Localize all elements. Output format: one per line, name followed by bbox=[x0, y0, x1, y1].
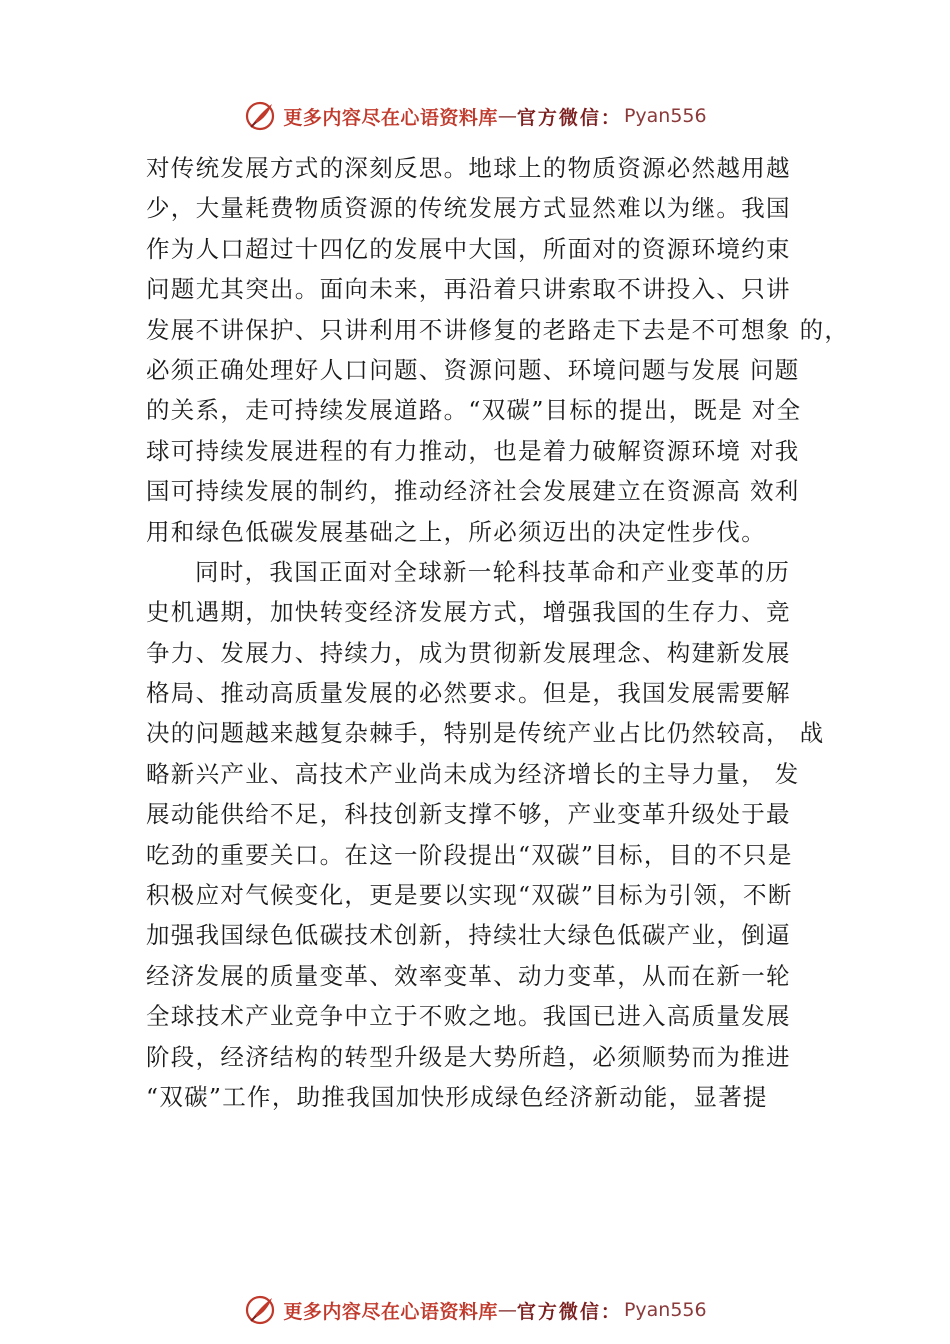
document-body bbox=[146, 148, 866, 1117]
watermark-brand: 更多内容尽在心语资料库 bbox=[283, 1300, 498, 1323]
footer-watermark bbox=[0, 1290, 950, 1330]
quill-logo-icon bbox=[243, 1292, 279, 1328]
text-line-23: 阶段，经济结构的转型升级是大势所趋，必须顺势而为推进 bbox=[146, 1042, 791, 1071]
text-line-17: 展动能供给不足，科技创新支撑不够，产业变革升级处于最 bbox=[146, 800, 791, 829]
watermark-official-label: 官方微信： bbox=[516, 1300, 622, 1323]
text-line-7: 的关系，走可持续发展道路。“双碳”目标的提出，既是 对全 bbox=[146, 396, 802, 425]
text-line-6: 必须正确处理好人口问题、资源问题、环境问题与发展 问题 bbox=[146, 355, 800, 384]
text-line-1: 对传统发展方式的深刻反思。地球上的物质资源必然越用越 bbox=[146, 154, 791, 182]
text-line-12: 史机遇期，加快转变经济发展方式，增强我国的生存力、竞 bbox=[146, 598, 791, 627]
watermark-brand: 更多内容尽在心语资料库 bbox=[283, 106, 498, 129]
text-line-18: 吃劲的重要关口。在这一阶段提出“双碳”目标，目的不只是 bbox=[146, 840, 793, 869]
text-line-14: 格局、推动高质量发展的必然要求。但是，我国发展需要解 bbox=[146, 679, 791, 708]
text-line-21: 经济发展的质量变革、效率变革、动力变革，从而在新一轮 bbox=[146, 961, 791, 990]
text-line-24: “双碳”工作，助推我国加快形成绿色经济新动能，显著提 bbox=[146, 1082, 768, 1111]
quill-logo-icon bbox=[243, 98, 279, 134]
text-line-2: 少，大量耗费物质资源的传统发展方式显然难以为继。我国 bbox=[146, 194, 791, 223]
watermark-wechat-id: Pyan556 bbox=[623, 1299, 707, 1321]
watermark-wechat-id: Pyan556 bbox=[623, 105, 707, 127]
text-line-9: 国可持续发展的制约，推动经济社会发展建立在资源高 效利 bbox=[146, 477, 800, 506]
text-line-5: 发展不讲保护、只讲利用不讲修复的老路走下去是不可想象 的， bbox=[146, 315, 850, 344]
text-line-15: 决的问题越来越复杂棘手，特别是传统产业占比仍然较高， 战 bbox=[146, 719, 825, 748]
text-line-22: 全球技术产业竞争中立于不败之地。我国已进入高质量发展 bbox=[146, 1002, 791, 1031]
text-line-8: 球可持续发展进程的有力推动，也是着力破解资源环境 对我 bbox=[146, 436, 800, 465]
watermark-separator: — bbox=[497, 1299, 517, 1321]
text-line-3: 作为人口超过十四亿的发展中大国，所面对的资源环境约束 bbox=[146, 234, 791, 263]
watermark-official-label: 官方微信： bbox=[516, 106, 622, 129]
header-watermark bbox=[0, 96, 950, 136]
text-line-4: 问题尤其突出。面向未来，再沿着只讲索取不讲投入、只讲 bbox=[146, 275, 791, 304]
text-line-11: 同时，我国正面对全球新一轮科技革命和产业变革的历 bbox=[195, 557, 791, 586]
text-line-20: 加强我国绿色低碳技术创新，持续壮大绿色低碳产业，倒逼 bbox=[146, 921, 791, 950]
text-line-10: 用和绿色低碳发展基础之上，所必须迈出的决定性步伐。 bbox=[146, 517, 766, 546]
watermark-separator: — bbox=[497, 105, 517, 127]
text-line-19: 积极应对气候变化，更是要以实现“双碳”目标为引领，不断 bbox=[146, 881, 793, 910]
text-line-16: 略新兴产业、高技术产业尚未成为经济增长的主导力量， 发 bbox=[146, 759, 800, 788]
text-line-13: 争力、发展力、持续力，成为贯彻新发展理念、构建新发展 bbox=[146, 638, 791, 667]
